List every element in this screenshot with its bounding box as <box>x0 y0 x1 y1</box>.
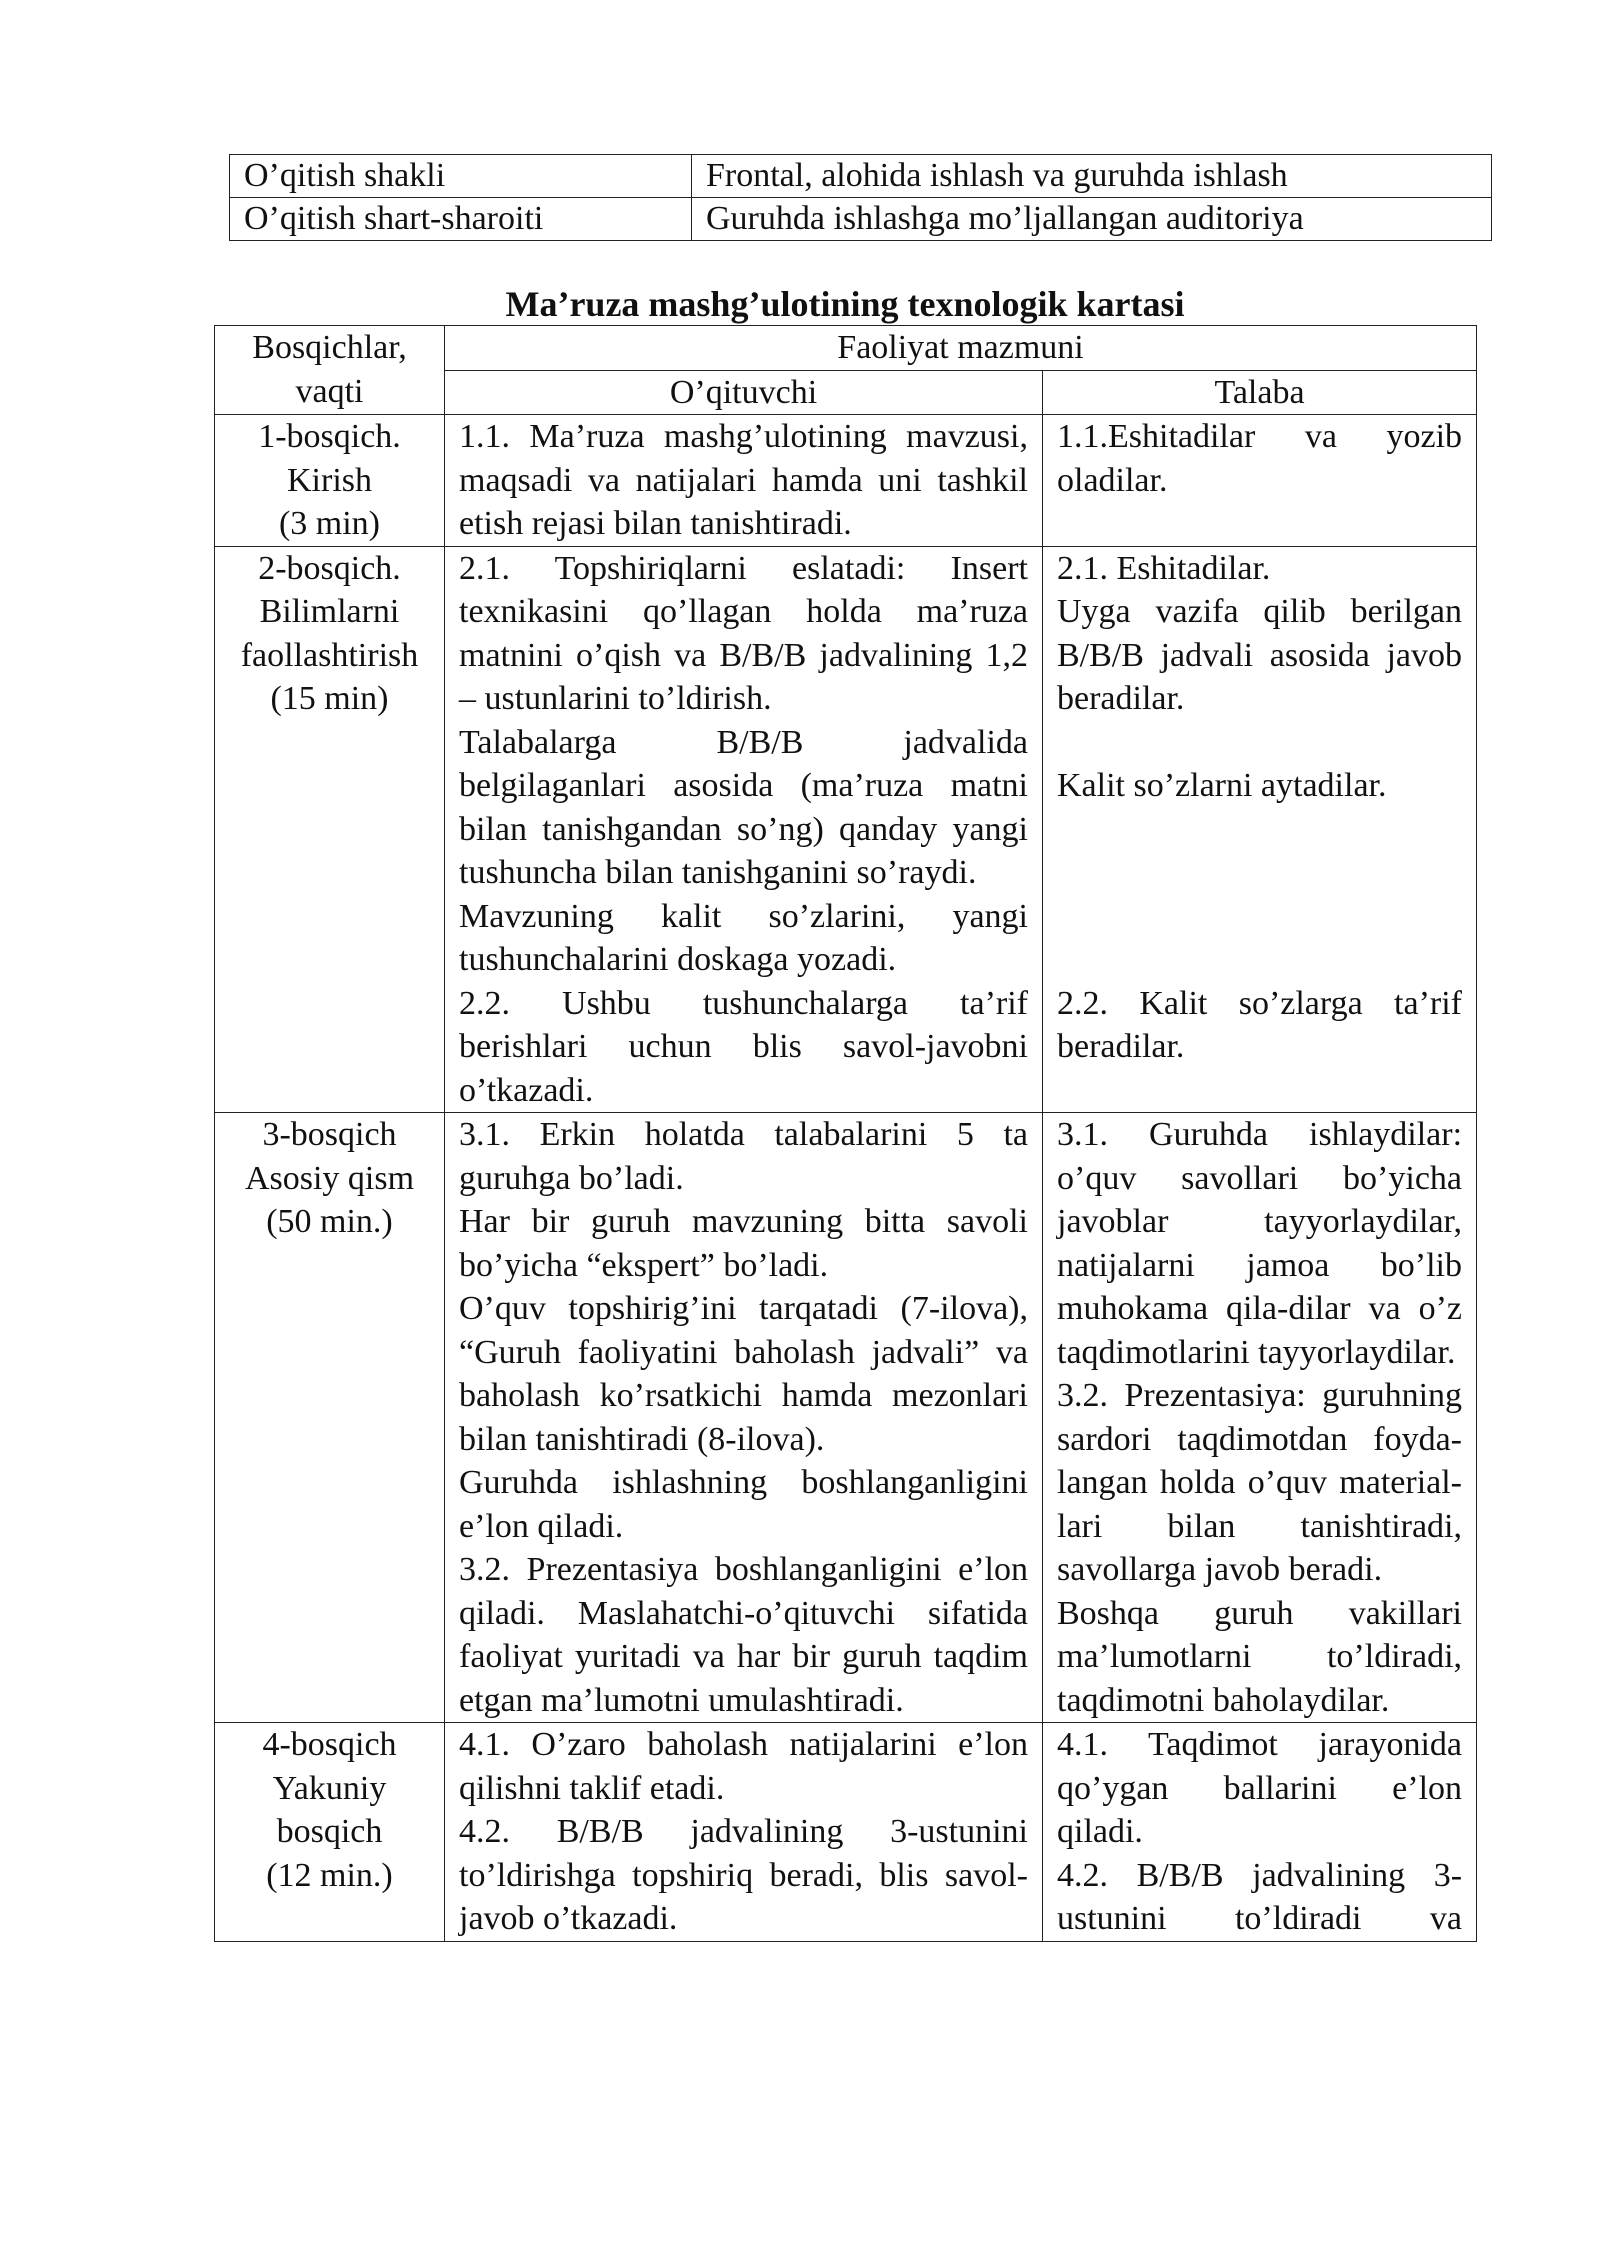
info-table <box>229 154 1492 241</box>
teacher-paragraph: 3.1. Erkin holatda talabalarini 5 ta guruhga bo’ladi. <box>459 1116 1028 1197</box>
stages-header <box>215 326 445 415</box>
teacher-cell <box>445 415 1043 547</box>
student-paragraph: Kalit so’zlarni aytadilar. <box>1057 767 1387 804</box>
teacher-paragraph: Mavzuning kalit so’zlarini, yangi tushunchalarini doskaga yozadi. <box>459 897 1028 978</box>
stage-cell <box>215 546 445 1113</box>
teacher-header: O’qituvchi <box>445 370 1043 415</box>
stage-cell <box>215 1113 445 1723</box>
teacher-paragraph: 3.2. Prezentasiya boshlanganligini e’lon qiladi. Maslahatchi-o’qituvchi sifatida faoliyat yuritadi va har bir guruh taqdim etgan ma’lumotni umulashtiradi. <box>459 1551 1028 1719</box>
stage-line: faollashtirish <box>240 636 419 674</box>
teacher-paragraph: 4.2. B/B/B jadvalining 3-ustunini to’ldirishga topshiriq beradi, blis savol-javob o’tkazadi. <box>459 1813 1028 1937</box>
info-value: Frontal, alohida ishlash va guruhda ishlash <box>692 155 1492 198</box>
teacher-cell <box>445 1723 1043 1942</box>
table-row <box>215 1113 1477 1723</box>
activity-header: Faoliyat mazmuni <box>445 326 1477 371</box>
technology-card-table <box>214 325 1477 1942</box>
student-paragraph: Uyga vazifa qilib berilgan B/B/B jadvali asosida javob beradilar. <box>1057 593 1463 717</box>
student-cell <box>1043 1113 1477 1723</box>
table-row <box>215 415 1477 547</box>
student-cell <box>1043 1723 1477 1942</box>
stage-line: 3-bosqich <box>262 1116 397 1153</box>
student-paragraph: 2.2. Kalit so’zlarga ta’rif beradilar. <box>1057 984 1463 1065</box>
teacher-paragraph: Talabalarga B/B/B jadvalida belgilaganlari asosida (ma’ruza matni bilan tanishgandan so’ng) qanday yangi tushuncha bilan tanishganini so’raydi. <box>459 723 1028 891</box>
teacher-cell <box>445 546 1043 1113</box>
stage-line: 1-bosqich. <box>258 418 401 455</box>
teacher-paragraph: 2.2. Ushbu tushunchalarga ta’rif berishlari uchun blis savol-javobni o’tkazadi. <box>459 984 1028 1109</box>
info-label: O’qitish shakli <box>230 155 692 198</box>
student-paragraph: Boshqa guruh vakillari ma’lumotlarni to’ldiradi, taqdimotni baholaydilar. <box>1057 1594 1463 1719</box>
student-paragraph: 1.1.Eshitadilar va yozib oladilar. <box>1057 418 1463 499</box>
stage-line: (50 min.) <box>266 1203 393 1240</box>
table-row <box>230 198 1492 241</box>
stage-line: Kirish <box>287 461 372 499</box>
student-paragraph: 4.2. B/B/B jadvalining 3-ustunini to’ldiradi va <box>1057 1856 1463 1937</box>
stage-line: bosqich <box>276 1813 383 1850</box>
stage-line: Asosiy qism <box>244 1159 415 1197</box>
student-paragraph: 3.2. Prezentasiya: guruhning sardori taqdimotdan foyda-langan holda o’quv material-lari bilan tanishtiradi, savollarga javob beradi. <box>1057 1377 1463 1588</box>
stages-header-line: vaqti <box>295 372 364 410</box>
table-row <box>230 155 1492 198</box>
student-paragraph: 4.1. Taqdimot jarayonida qo’ygan ballarini e’lon qiladi. <box>1057 1726 1463 1850</box>
student-header: Talaba <box>1043 370 1477 415</box>
spacer <box>1057 938 1462 982</box>
spacer <box>1057 851 1462 895</box>
stage-cell <box>215 1723 445 1942</box>
stage-cell <box>215 415 445 547</box>
stage-line: (12 min.) <box>266 1856 393 1894</box>
stage-line: (3 min) <box>278 505 381 542</box>
teacher-paragraph: O’quv topshirig’ini tarqatadi (7-ilova), “Guruh faoliyatini baholash jadvali” va baholash ko’rsatkichi hamda mezonlari bilan tanishtiradi (8-ilova). <box>459 1290 1028 1458</box>
teacher-paragraph: Har bir guruh mavzuning bitta savoli bo’yicha “ekspert” bo’ladi. <box>459 1203 1028 1284</box>
info-value: Guruhda ishlashga mo’ljallangan auditoriya <box>692 198 1492 241</box>
stage-line: 2-bosqich. <box>258 549 401 587</box>
student-paragraph: 2.1. Eshitadilar. <box>1057 549 1271 587</box>
stage-line: (15 min) <box>270 680 389 717</box>
spacer <box>1057 895 1462 939</box>
info-label: O’qitish shart-sharoiti <box>230 198 692 241</box>
student-cell <box>1043 546 1477 1113</box>
table-row <box>215 1723 1477 1942</box>
card-title: Ma’ruza mashg’ulotining texnologik kartasi <box>505 284 1185 324</box>
student-paragraph: 3.1. Guruhda ishlaydilar: o’quv savollari bo’yicha javoblar tayyorlaydilar, natijalarni jamoa bo’lib muhokama qila-dilar va o’z taqdimotlarini tayyorlaydilar. <box>1057 1116 1463 1371</box>
teacher-paragraph: 2.1. Topshiriqlarni eslatadi: Insert texnikasini qo’llagan holda ma’ruza matnini o’qish va B/B/B jadvalining 1,2 – ustunlarini to’ldirish. <box>459 549 1028 717</box>
teacher-paragraph: 1.1. Ma’ruza mashg’ulotining mavzusi, maqsadi va natijalari hamda uni tashkil etish rejasi bilan tanishtiradi. <box>459 418 1028 542</box>
teacher-cell <box>445 1113 1043 1723</box>
teacher-paragraph: 4.1. O’zaro baholash natijalarini e’lon qilishni taklif etadi. <box>459 1726 1028 1807</box>
student-cell <box>1043 415 1477 547</box>
stage-line: Yakuniy <box>272 1769 387 1807</box>
table-row <box>215 546 1477 1113</box>
stage-line: 4-bosqich <box>262 1726 397 1763</box>
table-header-row <box>215 326 1477 371</box>
stages-header-line: Bosqichlar, <box>252 329 407 366</box>
stage-line: Bilimlarni <box>259 593 400 630</box>
spacer <box>1057 808 1462 852</box>
spacer <box>1057 721 1462 765</box>
teacher-paragraph: Guruhda ishlashning boshlanganligini e’lon qiladi. <box>459 1464 1028 1545</box>
